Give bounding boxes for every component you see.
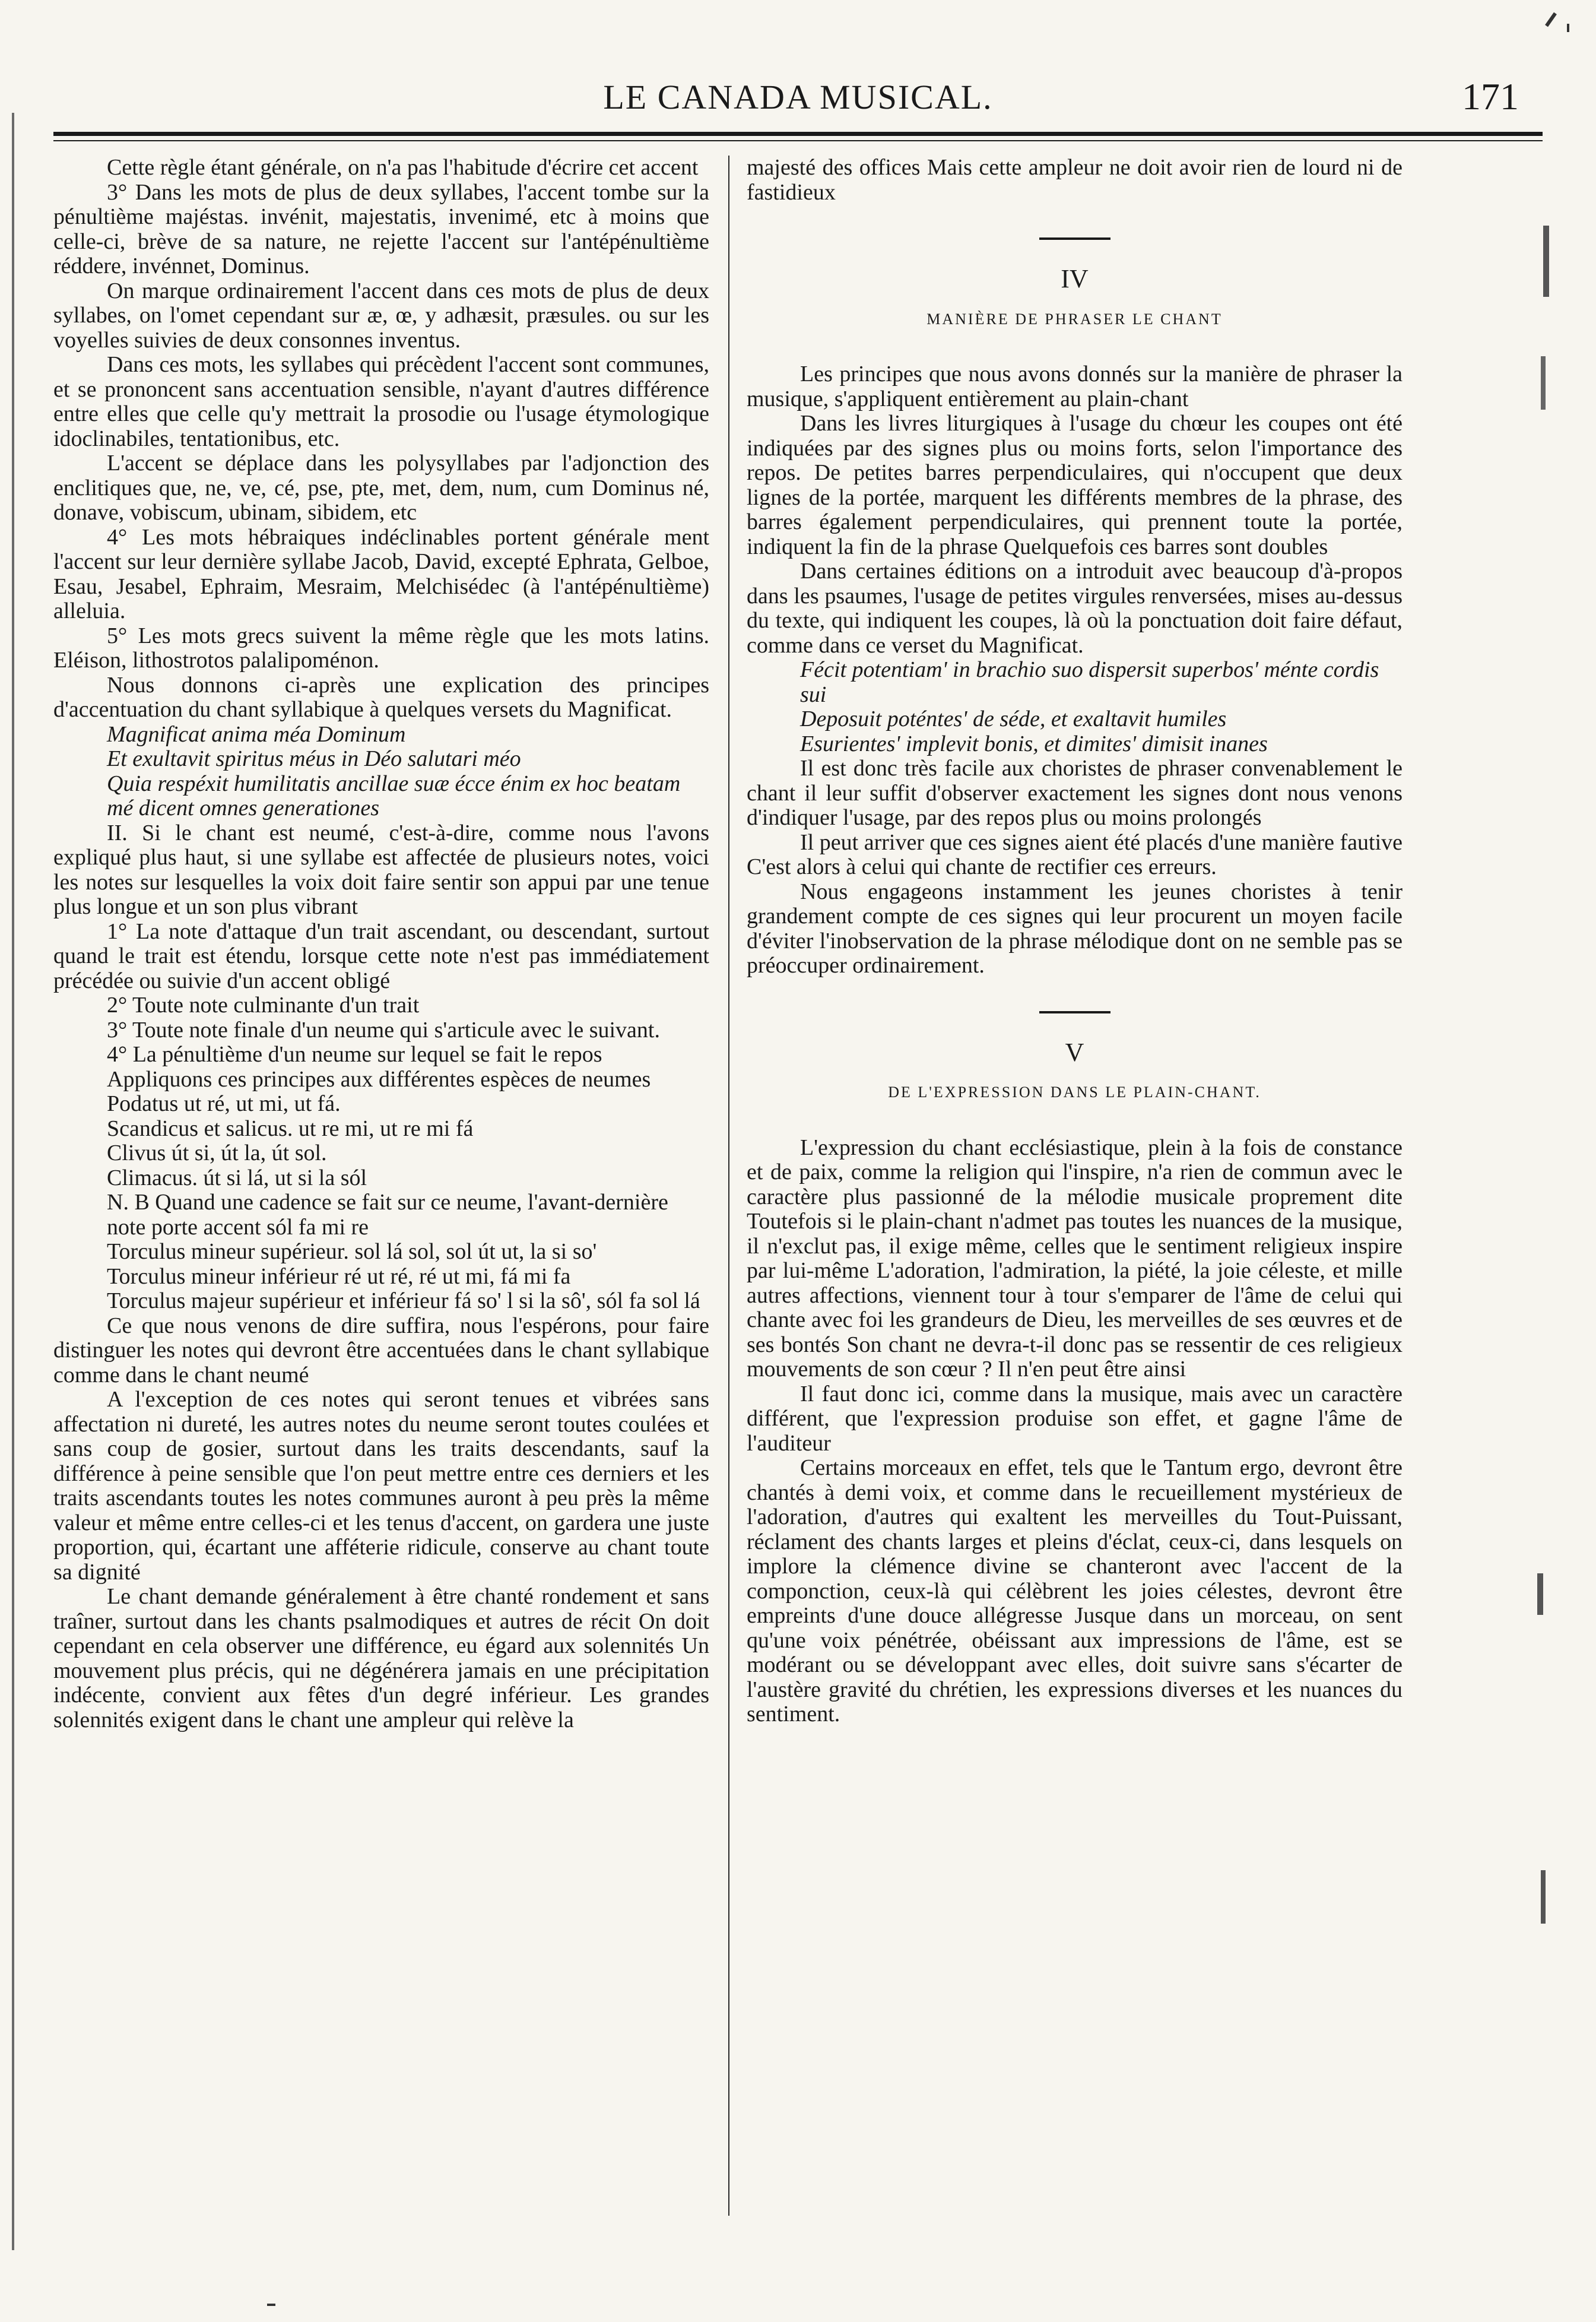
verse-line: Et exultavit spiritus méus in Déo salutari méo: [107, 746, 521, 771]
verse-line: Deposuit poténtes' de séde, et exaltavit humiles: [800, 707, 1227, 731]
paragraph: 1° La note d'attaque d'un trait ascendant, ou descendant, surtout quand le trait est étendu, lorsque cette note n'est pas immédiatement précédée ou suivie d'un accent obligé: [53, 918, 709, 993]
scan-artifact: [1541, 356, 1546, 410]
paragraph: Le chant demande généralement à être chanté rondement et sans traîner, surtout dans les chants psalmodiques et autres de récit On doit cependant en cela observer une différence, eu égard aux solennités Un mouvement plus précis, qui ne dégénérera jamais en une précipitation indécente, convient aux fêtes d'un degré inférieur. Les grandes solennités exigent dans le chant une ampleur qui relève la: [53, 1584, 709, 1732]
paragraph: 3° Toute note finale d'un neume qui s'articule avec le suivant.: [107, 1017, 660, 1043]
paragraph: Nous engageons instamment les jeunes choristes à tenir grandement compte de ces signes qui leur procurent un moyen facile d'éviter l'inobservation de la phrase mélodique dont on ne semble pas se préoccuper ordinairement.: [747, 879, 1403, 978]
neume-example: N. B Quand une cadence se fait sur ce neume, l'avant-dernière note porte accent sól fa mi re: [107, 1190, 668, 1240]
column-divider: [728, 156, 729, 2216]
section-title: DE L'EXPRESSION DANS LE PLAIN-CHANT.: [888, 1084, 1261, 1101]
paragraph: Dans certaines éditions on a introduit avec beaucoup d'à-propos dans les psaumes, l'usage de petites virgules renversées, mises au-dessus du texte, qui indiquent les coupes, là où la ponctuation doit faire défaut, comme dans ce verset du Magnificat.: [747, 559, 1403, 658]
paragraph: Les principes que nous avons donnés sur la manière de phraser la musique, s'appliquent entièrement au plain-chant: [747, 362, 1403, 411]
verse-line: Magnificat anima méa Dominum: [107, 721, 406, 747]
section-separator: [1039, 237, 1110, 240]
paragraph: Certains morceaux en effet, tels que le Tantum ergo, devront être chantés à demi voix, et comme dans le recueillement mystérieux de l'adoration, d'autres qui exaltent les merveilles du Tout-Puissant, réclament des chants larges et pleins d'éclat, ceux-ci, dans lesquels on implore la clémence divine se chanteront avec l'accent de la componction, ceux-là qui célèbrent les joies célestes, devront être empreints d'une douce allégresse Jusque dans un morceau, on sent qu'une voix pénétrée, obéissant aux impressions de l'âme, est se modérant ou se développant avec elles, doit suivre sans s'écarter de l'austère gravité du chrétien, les expressions diverses et les nuances du sentiment.: [747, 1455, 1403, 1727]
paragraph: L'expression du chant ecclésiastique, plein à la fois de constance et de paix, comme la religion qui l'inspire, n'a rien de commun avec le caractère plus passionné de la mélodie musicale proprement dite Toutefois si le plain-chant n'admet pas toutes les nuances de la musique, il n'exclut pas, il exige même, celles que le sentiment religieux inspire par lui-même L'adoration, l'admiration, la piété, la joie céleste, et mille autres affections, viennent tour à tour s'emparer de l'âme de celui qui chante avec foi les grandeurs de Dieu, les merveilles de ses œuvres et de ses bontés Son chant ne devra-t-il donc pas se ressentir de ces religieux mouvements de son cœur ? Il n'en peut être ainsi: [747, 1135, 1403, 1382]
neume-example: Torculus majeur supérieur et inférieur fá so' l si la sô', sól fa sol lá: [107, 1288, 700, 1313]
paragraph: L'accent se déplace dans les polysyllabes par l'adjonction des enclitiques que, ne, ve, cé, pse, pte, met, dem, num, cum Dominus né, donave, vobiscum, ubinam, sibidem, etc: [53, 451, 709, 525]
paragraph: Dans les livres liturgiques à l'usage du chœur les coupes ont été indiquées par des signes plus ou moins forts, selon l'importance des repos. De petites barres perpendiculaires, qui n'occupent que deux lignes de la portée, marquent les différents membres de la phrase, des barres également perpendiculaires, qui prennent toute la portée, indiquent la fin de la phrase Quelquefois ces barres sont doubles: [747, 411, 1403, 559]
neume-example: Climacus. út si lá, ut si la sól: [107, 1165, 367, 1190]
page-number: 171: [1462, 75, 1519, 118]
neume-example: Podatus ut ré, ut mi, ut fá.: [107, 1091, 341, 1116]
paragraph: Il est donc très facile aux choristes de phraser convenablement le chant il leur suffit d'observer exactement les signes dont nous venons d'indiquer l'usage, par des repos plus ou moins prolongés: [747, 756, 1403, 830]
header-rule: [53, 132, 1543, 136]
paragraph: Il faut donc ici, comme dans la musique, mais avec un caractère différent, que l'expression produise son effet, et gagne l'âme de l'auditeur: [747, 1381, 1403, 1456]
paragraph: 2° Toute note culminante d'un trait: [107, 993, 420, 1018]
section-separator: [1039, 1011, 1110, 1013]
paragraph: Appliquons ces principes aux différentes espèces de neumes: [107, 1066, 651, 1092]
header-rule-thin: [53, 140, 1543, 141]
scan-artifact: [1567, 24, 1569, 32]
verse-line: Esurientes' implevit bonis, et dimites' dimisit inanes: [800, 731, 1268, 756]
paragraph: Cette règle étant générale, on n'a pas l'habitude d'écrire cet accent: [107, 156, 699, 180]
scan-artifact: [1543, 226, 1549, 297]
paragraph: Nous donnons ci-après une explication des principes d'accentuation du chant syllabique à quelques versets du Magnificat.: [53, 672, 709, 722]
scan-artifact: [267, 2304, 275, 2306]
scan-artifact: [12, 113, 14, 2250]
section-title: MANIÈRE DE PHRASER LE CHANT: [926, 310, 1223, 328]
scan-artifact: [1537, 1573, 1543, 1615]
page-header: [53, 71, 1543, 125]
section-number: V: [1065, 1037, 1084, 1067]
publication-title: LE CANADA MUSICAL.: [603, 78, 993, 116]
paragraph: Dans ces mots, les syllabes qui précèdent l'accent sont communes, et se prononcent sans accentuation sensible, n'ayant d'autres différence entre elles que celle qu'y mettrait la prosodie ou l'usage étymologique idoclinabiles, tentationibus, etc.: [53, 352, 709, 451]
neume-example: Scandicus et salicus. ut re mi, ut re mi fá: [107, 1116, 474, 1141]
right-column: [747, 156, 1403, 2269]
verse-line: Fécit potentiam' in brachio suo dispersit superbos' ménte cordis sui: [800, 657, 1379, 707]
left-column: [53, 156, 709, 2269]
neume-example: Torculus mineur inférieur ré ut ré, ré ut mi, fá mi fa: [107, 1263, 571, 1289]
paragraph: II. Si le chant est neumé, c'est-à-dire, comme nous l'avons expliqué plus haut, si une syllabe est affectée de plusieurs notes, voici les notes sur lesquelles la voix doit faire sentir son appui par une tenue plus longue et un son plus vibrant: [53, 820, 709, 919]
paragraph: Il peut arriver que ces signes aient été placés d'une manière fautive C'est alors à celui qui chante de rectifier ces erreurs.: [747, 829, 1403, 879]
paragraph: 3° Dans les mots de plus de deux syllabes, l'accent tombe sur la pénultième majéstas. invénit, majestatis, invenimé, etc à moins que celle-ci, brève de sa nature, ne rejette l'accent sur l'antépénultième réddere, invénnet, Dominus.: [53, 179, 709, 278]
paragraph: majesté des offices Mais cette ampleur ne doit avoir rien de lourd ni de fastidieux: [747, 156, 1403, 205]
verse-line: Quia respéxit humilitatis ancillae suæ écce énim ex hoc beatam mé dicent omnes generationes: [107, 771, 681, 821]
paragraph: 4° Les mots hébraiques indéclinables portent générale ment l'accent sur leur dernière syllabe Jacob, David, excepté Ephrata, Gelboe, Esau, Jesabel, Ephraim, Mesraim, Melchisédec (à l'antépénultième) alleluia.: [53, 524, 709, 623]
neume-example: Clivus út si, út la, út sol.: [107, 1141, 327, 1165]
section-number: IV: [1061, 264, 1089, 293]
scan-artifact: [1541, 1870, 1546, 1924]
paragraph: 5° Les mots grecs suivent la même règle que les mots latins. Eléison, lithostrotos palalipoménon.: [53, 623, 709, 673]
scan-artifact: [1545, 12, 1557, 27]
paragraph: Ce que nous venons de dire suffira, nous l'espérons, pour faire distinguer les notes qui devront être accentuées dans le chant syllabique comme dans le chant neumé: [53, 1313, 709, 1388]
paragraph: A l'exception de ces notes qui seront tenues et vibrées sans affectation ni dureté, les autres notes du neume seront toutes coulées et sans coup de gosier, surtout dans les traits descendants, sauf la différence à peine sensible que l'on peut mettre entre ces derniers et les traits ascendants toutes les notes communes auront à peu près la même valeur et même entre celles-ci et les tenus d'accent, on gardera une juste proportion, qui, écartant une afféterie ridicule, conserve au chant toute sa dignité: [53, 1387, 709, 1585]
paragraph: On marque ordinairement l'accent dans ces mots de plus de deux syllabes, on l'omet cependant sur æ, œ, y adhæsit, præsules. ou sur les voyelles suivies de deux consonnes inventus.: [53, 278, 709, 353]
neume-example: Torculus mineur supérieur. sol lá sol, sol út ut, la si so': [107, 1239, 597, 1264]
paragraph: 4° La pénultième d'un neume sur lequel se fait le repos: [107, 1042, 602, 1067]
